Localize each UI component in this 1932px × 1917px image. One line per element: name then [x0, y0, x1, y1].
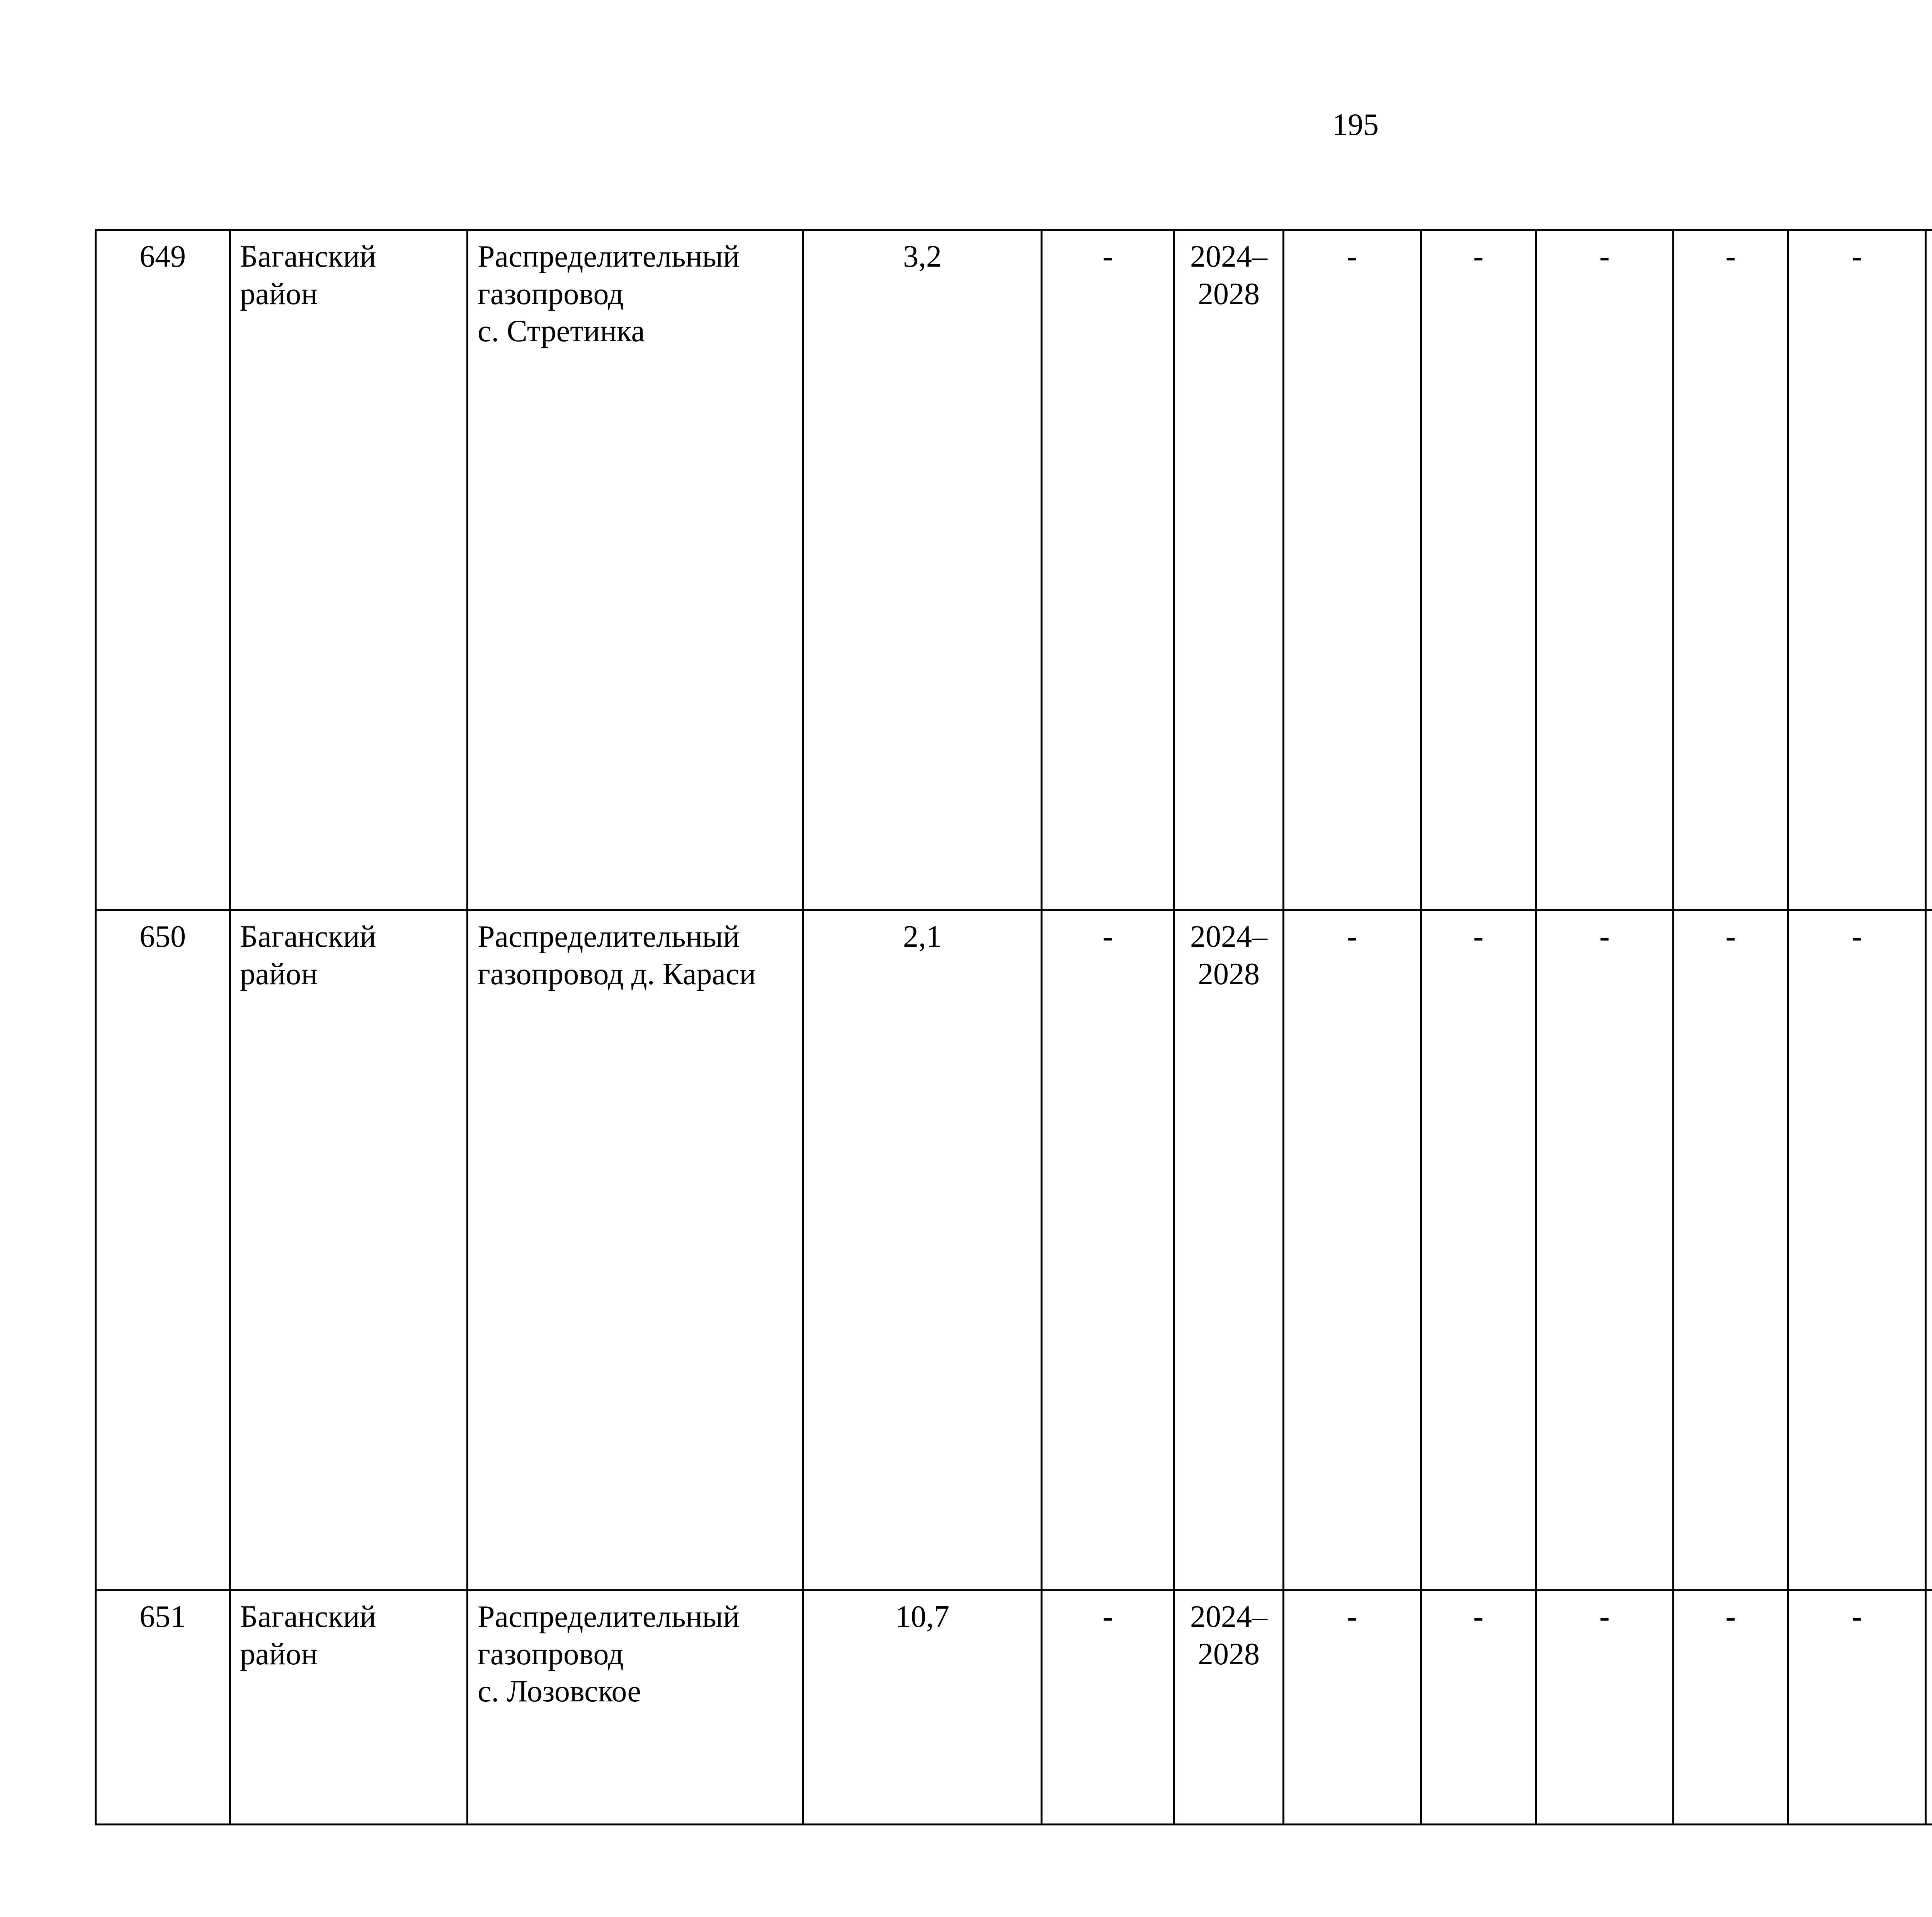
column-9-cell: - [1536, 1590, 1673, 1825]
row-number-cell: 649 [96, 230, 230, 910]
table-row [96, 910, 1932, 1590]
column-7-cell: - [1284, 1590, 1421, 1825]
length-cell: 2,1 [803, 910, 1042, 1590]
gas-pipeline-table [95, 229, 1932, 1825]
column-5-cell: - [1042, 230, 1174, 910]
district-cell: Баганский район [230, 910, 468, 1590]
district-cell: Баганский район [230, 1590, 468, 1825]
district-cell: Баганский район [230, 230, 468, 910]
column-5-cell: - [1042, 910, 1174, 1590]
row-number-cell: 651 [96, 1590, 230, 1825]
column-5-cell: - [1042, 1590, 1174, 1825]
page-number: 195 [1332, 108, 1379, 142]
length-cell: 3,2 [803, 230, 1042, 910]
object-name-cell: Распределительный газопровод д. Караси [468, 910, 803, 1590]
row-number-cell: 650 [96, 910, 230, 1590]
object-name-cell: Распределительный газопровод с. Лозовское [468, 1590, 803, 1825]
period-cell: 2024– 2028 [1174, 910, 1284, 1590]
column-11-cell: - [1788, 230, 1926, 910]
column-10-cell: - [1673, 230, 1788, 910]
organization-cell [1926, 230, 1932, 910]
column-8-cell: - [1421, 230, 1536, 910]
organization-cell [1926, 1590, 1932, 1825]
length-cell: 10,7 [803, 1590, 1042, 1825]
table-row [96, 230, 1932, 910]
object-name-cell: Распределительный газопровод с. Стретинка [468, 230, 803, 910]
column-7-cell: - [1284, 910, 1421, 1590]
period-cell: 2024– 2028 [1174, 1590, 1284, 1825]
column-10-cell: - [1673, 1590, 1788, 1825]
organization-cell [1926, 910, 1932, 1590]
column-11-cell: - [1788, 1590, 1926, 1825]
table-row [96, 1590, 1932, 1825]
column-11-cell: - [1788, 910, 1926, 1590]
column-10-cell: - [1673, 910, 1788, 1590]
period-cell: 2024– 2028 [1174, 230, 1284, 910]
column-9-cell: - [1536, 230, 1673, 910]
column-7-cell: - [1284, 230, 1421, 910]
column-9-cell: - [1536, 910, 1673, 1590]
column-8-cell: - [1421, 1590, 1536, 1825]
column-8-cell: - [1421, 910, 1536, 1590]
